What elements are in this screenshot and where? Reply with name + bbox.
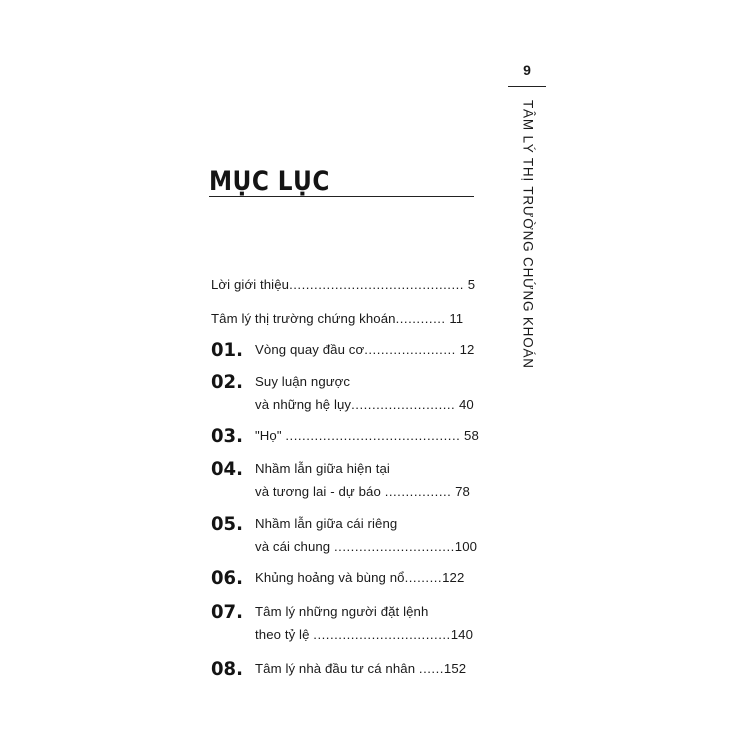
toc-line — [211, 277, 475, 292]
entry-title: Tâm lý thị trường chứng khoán — [211, 311, 396, 326]
entry-page: 100 — [454, 539, 478, 554]
page-number: 9 — [523, 62, 531, 78]
toc-line — [255, 604, 428, 619]
chapter-number: 04. — [211, 458, 243, 480]
chapter-number: 01. — [211, 339, 243, 361]
toc-line — [255, 539, 477, 554]
leader-dots: .......................................... — [289, 277, 464, 292]
entry-page: 58 — [464, 428, 479, 443]
entry-title: Suy luận ngược — [255, 374, 351, 389]
entry-title: theo tỷ lệ — [255, 627, 310, 642]
chapter-number: 03. — [211, 425, 243, 447]
entry-page: 152 — [443, 661, 467, 676]
entry-title: và tương lai - dự báo — [255, 484, 381, 499]
leader-dots: ................................. — [313, 627, 451, 642]
toc-line — [255, 627, 473, 642]
toc-line — [255, 661, 466, 676]
toc-line — [255, 461, 390, 476]
leader-dots: ............................. — [334, 539, 455, 554]
entry-title: và những hệ lụy — [255, 397, 352, 412]
entry-title: Tâm lý những người đặt lệnh — [255, 604, 429, 619]
chapter-number: 02. — [211, 371, 243, 393]
toc-line — [255, 374, 350, 389]
toc-line — [255, 342, 474, 357]
entry-title: Vòng quay đầu cơ — [255, 342, 365, 357]
toc-line — [255, 570, 464, 585]
toc-line — [255, 397, 474, 412]
header-rule — [508, 86, 546, 87]
entry-page: 40 — [459, 397, 474, 412]
leader-dots: ......... — [404, 570, 443, 585]
toc-line — [255, 428, 479, 443]
entry-title: và cái chung — [255, 539, 331, 554]
toc-title: MỤC LỤC — [209, 166, 330, 197]
entry-title: "Họ" — [255, 428, 282, 443]
toc-line — [211, 311, 463, 326]
toc-line — [255, 484, 470, 499]
entry-page: 5 — [467, 277, 476, 292]
entry-title: Khủng hoảng và bùng nổ — [255, 570, 405, 585]
chapter-number: 08. — [211, 658, 243, 680]
chapter-number: 07. — [211, 601, 243, 623]
leader-dots: ......................... — [351, 397, 456, 412]
entry-title: Lời giới thiệu — [211, 277, 290, 292]
entry-page: 122 — [442, 570, 465, 585]
entry-page: 140 — [450, 627, 474, 642]
leader-dots: ................ — [384, 484, 452, 499]
title-underline — [209, 196, 474, 197]
entry-title: Nhầm lẫn giữa hiện tại — [255, 461, 390, 476]
entry-title: Nhầm lẫn giữa cái riêng — [255, 516, 398, 531]
entry-page: 78 — [455, 484, 470, 499]
chapter-number: 05. — [211, 513, 243, 535]
entry-page: 12 — [459, 342, 475, 357]
leader-dots: ............ — [395, 311, 446, 326]
leader-dots: .......................................... — [285, 428, 461, 443]
entry-page: 11 — [449, 311, 464, 326]
entry-title: Tâm lý nhà đầu tư cá nhân — [255, 661, 416, 676]
running-title: TÂM LÝ THỊ TRƯỜNG CHỨNG KHOÁN — [520, 100, 536, 369]
leader-dots: ...................... — [364, 342, 456, 357]
chapter-number: 06. — [211, 567, 243, 589]
toc-line — [255, 516, 397, 531]
leader-dots: ...... — [418, 661, 444, 676]
